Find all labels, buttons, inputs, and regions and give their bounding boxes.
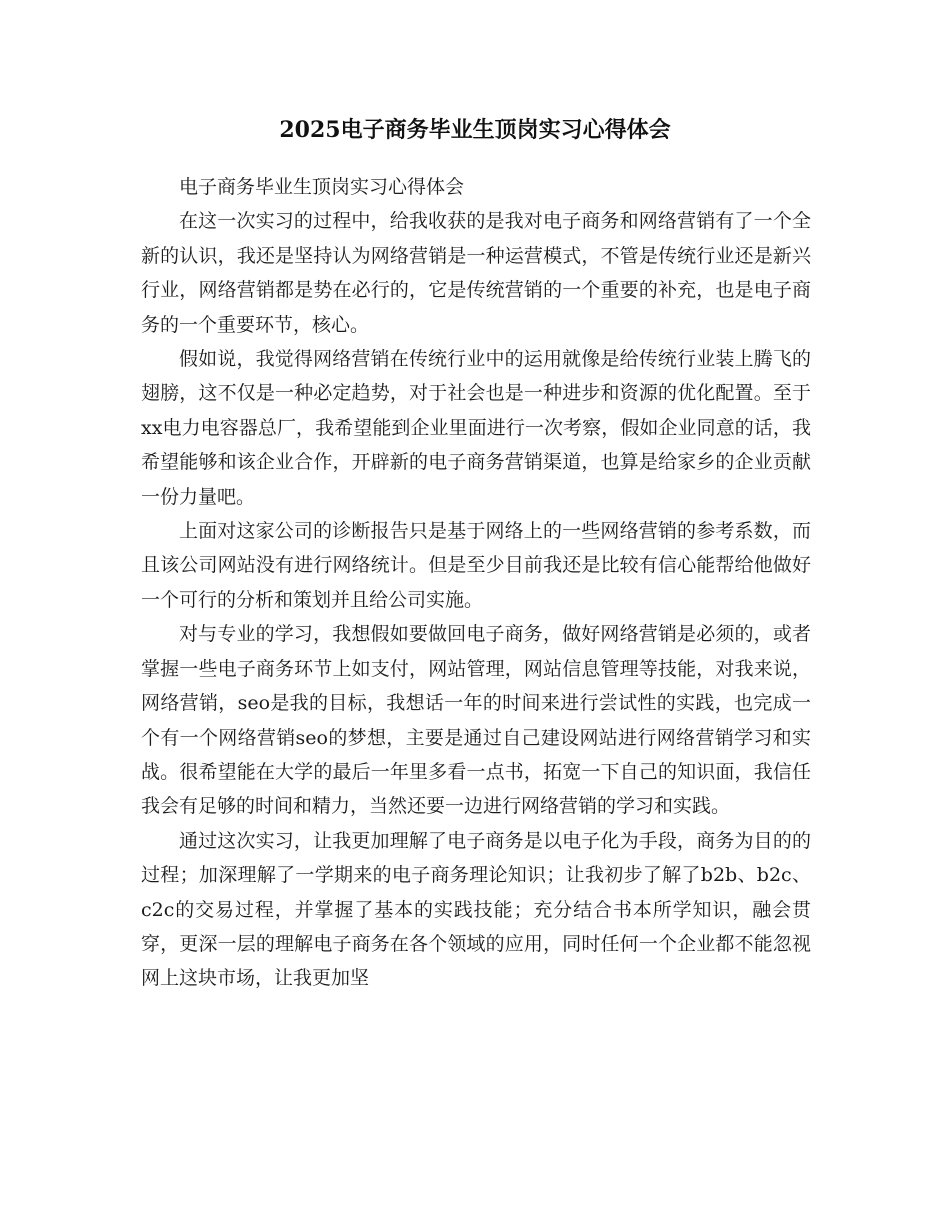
paragraph: 在这一次实习的过程中，给我收获的是我对电子商务和网络营销有了一个全新的认识，我还是坚持认为网络营销是一种运营模式，不管是传统行业还是新兴行业，网络营销都是势在必行的，它是传统营销的一个重要的补充，也是电子商务的一个重要环节，核心。 (141, 210, 811, 336)
document-body (141, 170, 811, 996)
paragraph: 通过这次实习，让我更加理解了电子商务是以电子化为手段，商务为目的的过程；加深理解了一学期来的电子商务理论知识；让我初步了解了b2b、b2c、c2c的交易过程，并掌握了基本的实践技能；充分结合书本所学知识，融会贯穿，更深一层的理解电子商务在各个领域的应用，同时任何一个企业都不能忽视网上这块市场，让我更加坚 (141, 829, 811, 990)
document-title: 2025电子商务毕业生顶岗实习心得体会 (279, 117, 671, 143)
paragraph-subtitle: 电子商务毕业生顶岗实习心得体会 (179, 176, 465, 198)
paragraph: 对与专业的学习，我想假如要做回电子商务，做好网络营销是必须的，或者掌握一些电子商务环节上如支付，网站管理，网站信息管理等技能，对我来说，网络营销，seo是我的目标，我想话一年的时间来进行尝试性的实践，也完成一个有一个网络营销seo的梦想，主要是通过自己建设网站进行网络营销学习和实战。很希望能在大学的最后一年里多看一点书，拓宽一下自己的知识面，我信任我会有足够的时间和精力，当然还要一边进行网络营销的学习和实践。 (141, 623, 811, 818)
paragraph: 假如说，我觉得网络营销在传统行业中的运用就像是给传统行业装上腾飞的翅膀，这不仅是一种必定趋势，对于社会也是一种进步和资源的优化配置。至于xx电力电容器总厂，我希望能到企业里面进行一次考察，假如企业同意的话，我希望能够和该企业合作，开辟新的电子商务营销渠道，也算是给家乡的企业贡献一份力量吧。 (141, 348, 811, 508)
paragraph: 上面对这家公司的诊断报告只是基于网络上的一些网络营销的参考系数，而且该公司网站没有进行网络统计。但是至少目前我还是比较有信心能帮给他做好一个可行的分析和策划并且给公司实施。 (141, 520, 811, 611)
